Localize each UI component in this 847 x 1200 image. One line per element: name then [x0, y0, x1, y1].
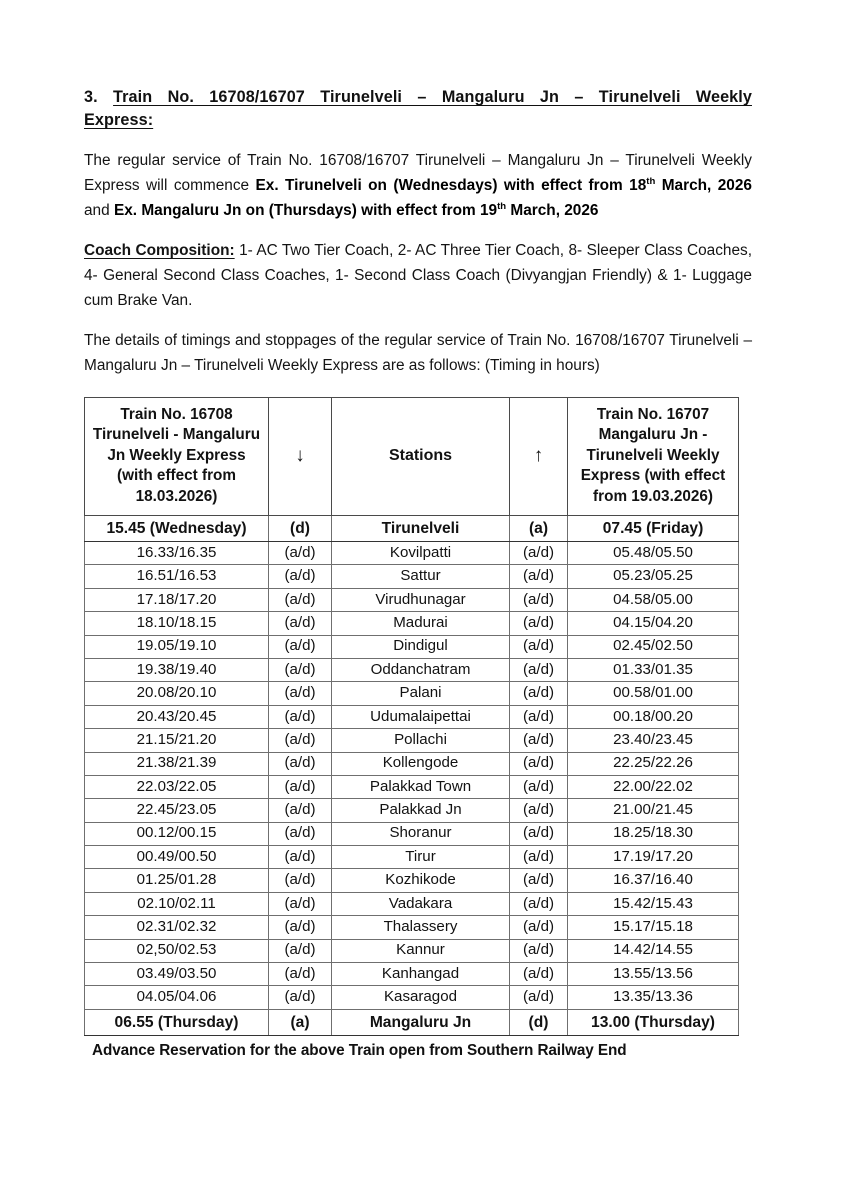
- cell-up-time: 04.15/04.20: [568, 612, 739, 635]
- cell-down-time: 21.15/21.20: [85, 729, 269, 752]
- cell-station: Thalassery: [332, 916, 510, 939]
- cell-down-time: 00.49/00.50: [85, 846, 269, 869]
- cell-up-mark: (a/d): [510, 612, 568, 635]
- cell-up-mark: (a/d): [510, 635, 568, 658]
- para1-lead: The regular service of Train No. 16708/16707 Tirunelveli – Mangaluru Jn – Tirunelveli Weekly Express will commence: [84, 151, 752, 194]
- table-row: [85, 635, 739, 658]
- para1-bold2-post: March, 2026: [506, 201, 599, 219]
- header-train-16708: Train No. 16708 Tirunelveli - Mangaluru Jn Weekly Express (with effect from 18.03.2026): [85, 397, 269, 515]
- paragraph-coach-composition: [84, 239, 752, 314]
- table-row: [85, 916, 739, 939]
- cell-up-time: 21.00/21.45: [568, 799, 739, 822]
- cell-up-time: 01.33/01.35: [568, 658, 739, 681]
- table-row: [85, 1009, 739, 1035]
- train-timetable: [84, 397, 739, 1036]
- cell-down-time: 15.45 (Wednesday): [85, 516, 269, 542]
- table-row: [85, 822, 739, 845]
- cell-up-time: 05.23/05.25: [568, 565, 739, 588]
- cell-down-mark: (a/d): [269, 799, 332, 822]
- table-row: [85, 752, 739, 775]
- cell-down-mark: (a/d): [269, 542, 332, 565]
- paragraph-service-commencement: [84, 149, 752, 224]
- cell-up-time: 15.42/15.43: [568, 892, 739, 915]
- cell-down-time: 02.10/02.11: [85, 892, 269, 915]
- cell-station: Kollengode: [332, 752, 510, 775]
- para1-bold2-pre: Ex. Mangaluru Jn on (Thursdays) with effect from 19: [113, 201, 498, 219]
- cell-up-time: 23.40/23.45: [568, 729, 739, 752]
- cell-station: Tirunelveli: [332, 516, 510, 542]
- cell-station: Kasaragod: [332, 986, 510, 1009]
- section-heading: [84, 86, 752, 133]
- cell-up-time: 13.55/13.56: [568, 963, 739, 986]
- cell-up-mark: (a/d): [510, 682, 568, 705]
- cell-up-mark: (a/d): [510, 658, 568, 681]
- cell-station: Shoranur: [332, 822, 510, 845]
- section-heading-line1: Train No. 16708/16707 Tirunelveli – Mangaluru Jn – Tirunelveli Weekly: [113, 88, 752, 106]
- para1-bold2-sup: th: [497, 200, 507, 212]
- cell-down-time: 21.38/21.39: [85, 752, 269, 775]
- cell-up-time: 04.58/05.00: [568, 588, 739, 611]
- cell-up-mark: (a/d): [510, 939, 568, 962]
- cell-down-mark: (a): [269, 1009, 332, 1035]
- cell-down-mark: (a/d): [269, 892, 332, 915]
- cell-up-mark: (a/d): [510, 916, 568, 939]
- header-train-16707: Train No. 16707 Mangaluru Jn - Tirunelveli Weekly Express (with effect from 19.03.2026): [568, 397, 739, 515]
- cell-up-time: 13.35/13.36: [568, 986, 739, 1009]
- cell-down-time: 03.49/03.50: [85, 963, 269, 986]
- cell-station: Mangaluru Jn: [332, 1009, 510, 1035]
- cell-station: Kanhangad: [332, 963, 510, 986]
- cell-down-mark: (a/d): [269, 775, 332, 798]
- table-row: [85, 612, 739, 635]
- coach-composition-items: 1- AC Two Tier Coach, 2- AC Three Tier Coach, 8- Sleeper Class Coaches, 4- General Second Class Coaches, 1- Second Class Coach (Divyangjan Friendly) & 1- Luggage cum Brake Van.: [84, 241, 753, 309]
- table-row: [85, 588, 739, 611]
- table-row: [85, 516, 739, 542]
- table-body: [85, 516, 739, 1036]
- cell-station: Dindigul: [332, 635, 510, 658]
- cell-up-time: 22.00/22.02: [568, 775, 739, 798]
- table-row: [85, 775, 739, 798]
- cell-station: Kannur: [332, 939, 510, 962]
- cell-down-mark: (a/d): [269, 682, 332, 705]
- table-row: [85, 963, 739, 986]
- cell-station: Palakkad Jn: [332, 799, 510, 822]
- cell-station: Sattur: [332, 565, 510, 588]
- cell-down-mark: (a/d): [269, 963, 332, 986]
- cell-station: Madurai: [332, 612, 510, 635]
- cell-down-time: 22.45/23.05: [85, 799, 269, 822]
- table-row: [85, 846, 739, 869]
- cell-up-mark: (a/d): [510, 799, 568, 822]
- cell-down-time: 18.10/18.15: [85, 612, 269, 635]
- cell-up-time: 00.18/00.20: [568, 705, 739, 728]
- para1-bold1-sup: th: [646, 175, 656, 187]
- advance-reservation-note: Advance Reservation for the above Train open from Southern Railway End: [92, 1041, 627, 1059]
- table-row: [85, 892, 739, 915]
- header-stations: Stations: [332, 397, 510, 515]
- section-heading-line2: Express:: [84, 111, 154, 130]
- para1-bold1-pre: Ex. Tirunelveli on (Wednesdays) with effect from 18: [255, 176, 647, 194]
- cell-down-mark: (a/d): [269, 939, 332, 962]
- cell-down-time: 16.51/16.53: [85, 565, 269, 588]
- cell-up-time: 02.45/02.50: [568, 635, 739, 658]
- cell-up-time: 16.37/16.40: [568, 869, 739, 892]
- cell-up-time: 17.19/17.20: [568, 846, 739, 869]
- section-number: 3.: [84, 88, 98, 106]
- cell-up-time: 07.45 (Friday): [568, 516, 739, 542]
- cell-up-time: 18.25/18.30: [568, 822, 739, 845]
- cell-down-mark: (a/d): [269, 635, 332, 658]
- cell-station: Vadakara: [332, 892, 510, 915]
- paragraph-timings-intro: The details of timings and stoppages of the regular service of Train No. 16708/16707 Tirunelveli – Mangaluru Jn – Tirunelveli Weekly Express are as follows: (Timing in hours): [84, 331, 752, 374]
- cell-up-mark: (a/d): [510, 588, 568, 611]
- table-row: [85, 799, 739, 822]
- cell-down-mark: (a/d): [269, 658, 332, 681]
- cell-up-time: 05.48/05.50: [568, 542, 739, 565]
- cell-up-time: 15.17/15.18: [568, 916, 739, 939]
- para1-mid: and: [84, 201, 114, 219]
- cell-down-mark: (a/d): [269, 588, 332, 611]
- cell-down-mark: (a/d): [269, 752, 332, 775]
- cell-up-mark: (a/d): [510, 846, 568, 869]
- cell-station: Palani: [332, 682, 510, 705]
- cell-up-mark: (a/d): [510, 565, 568, 588]
- table-row: [85, 682, 739, 705]
- cell-station: Oddanchatram: [332, 658, 510, 681]
- table-row: [85, 565, 739, 588]
- table-row: [85, 869, 739, 892]
- cell-down-time: 01.25/01.28: [85, 869, 269, 892]
- cell-down-time: 20.43/20.45: [85, 705, 269, 728]
- cell-down-time: 22.03/22.05: [85, 775, 269, 798]
- table-row: [85, 542, 739, 565]
- cell-up-mark: (a/d): [510, 752, 568, 775]
- cell-down-mark: (a/d): [269, 612, 332, 635]
- table-row: [85, 705, 739, 728]
- cell-up-mark: (a/d): [510, 542, 568, 565]
- cell-down-time: 19.05/19.10: [85, 635, 269, 658]
- cell-down-mark: (a/d): [269, 565, 332, 588]
- cell-station: Kozhikode: [332, 869, 510, 892]
- cell-up-mark: (a/d): [510, 986, 568, 1009]
- cell-down-mark: (a/d): [269, 869, 332, 892]
- cell-down-time: 16.33/16.35: [85, 542, 269, 565]
- up-arrow-icon: ↑: [510, 397, 568, 515]
- cell-station: Tirur: [332, 846, 510, 869]
- cell-up-mark: (a/d): [510, 822, 568, 845]
- table-row: [85, 658, 739, 681]
- cell-up-mark: (a/d): [510, 775, 568, 798]
- cell-up-mark: (a): [510, 516, 568, 542]
- cell-down-mark: (a/d): [269, 822, 332, 845]
- cell-down-mark: (d): [269, 516, 332, 542]
- table-row: [85, 729, 739, 752]
- cell-station: Pollachi: [332, 729, 510, 752]
- cell-down-time: 17.18/17.20: [85, 588, 269, 611]
- cell-down-time: 02,50/02.53: [85, 939, 269, 962]
- cell-down-time: 04.05/04.06: [85, 986, 269, 1009]
- table-row: [85, 986, 739, 1009]
- para1-bold1-post: March, 2026: [655, 176, 752, 194]
- table-row: [85, 939, 739, 962]
- cell-up-mark: (a/d): [510, 963, 568, 986]
- cell-up-time: 14.42/14.55: [568, 939, 739, 962]
- cell-down-mark: (a/d): [269, 729, 332, 752]
- cell-down-mark: (a/d): [269, 705, 332, 728]
- cell-up-mark: (a/d): [510, 892, 568, 915]
- cell-station: Kovilpatti: [332, 542, 510, 565]
- cell-up-time: 00.58/01.00: [568, 682, 739, 705]
- cell-down-time: 19.38/19.40: [85, 658, 269, 681]
- cell-down-mark: (a/d): [269, 846, 332, 869]
- cell-down-time: 20.08/20.10: [85, 682, 269, 705]
- cell-down-mark: (a/d): [269, 986, 332, 1009]
- cell-up-time: 22.25/22.26: [568, 752, 739, 775]
- cell-up-mark: (a/d): [510, 729, 568, 752]
- cell-station: Palakkad Town: [332, 775, 510, 798]
- cell-up-mark: (a/d): [510, 705, 568, 728]
- cell-up-time: 13.00 (Thursday): [568, 1009, 739, 1035]
- cell-down-time: 06.55 (Thursday): [85, 1009, 269, 1035]
- document-content: [84, 86, 752, 1060]
- table-header-row: [85, 397, 739, 515]
- cell-down-time: 02.31/02.32: [85, 916, 269, 939]
- cell-station: Udumalaipettai: [332, 705, 510, 728]
- down-arrow-icon: ↓: [269, 397, 332, 515]
- cell-down-mark: (a/d): [269, 916, 332, 939]
- cell-station: Virudhunagar: [332, 588, 510, 611]
- cell-down-time: 00.12/00.15: [85, 822, 269, 845]
- cell-up-mark: (d): [510, 1009, 568, 1035]
- coach-composition-label: Coach Composition:: [84, 241, 235, 259]
- cell-up-mark: (a/d): [510, 869, 568, 892]
